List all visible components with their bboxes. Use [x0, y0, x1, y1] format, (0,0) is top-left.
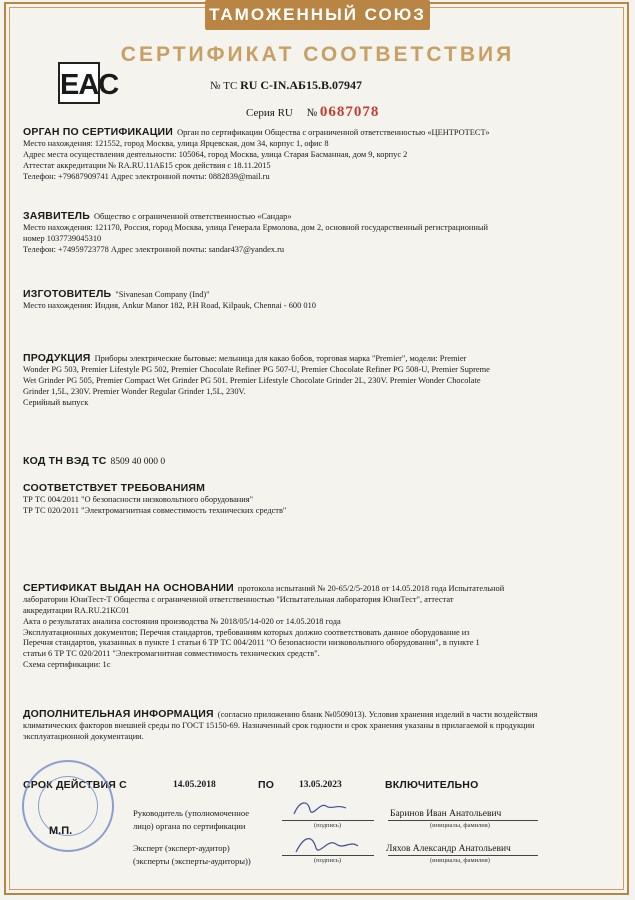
mp-label: М.П. — [49, 825, 73, 837]
additional-line: эксплуатационной документации. — [23, 732, 144, 742]
organ-line: Адрес места осуществления деятельности: 105064, город Москва, улица Старая Басманная, дом 9, корпус 2 — [23, 150, 408, 160]
product-line: Wet Grinder PG 505, Premier Compact Wet Grinder PG 501. Premier Lifestyle Chocolate Grinder 2L, 230V. Premier Wonder Chocolate — [23, 376, 481, 386]
eac-logo: EAC — [58, 62, 100, 104]
head-name-line — [388, 820, 538, 821]
validity-from: 14.05.2018 — [173, 780, 216, 790]
basis-section — [23, 582, 603, 671]
basis-line: аккредитации RA.RU.21КС01 — [23, 606, 130, 616]
expert-title-2: (эксперты (эксперты-аудиторы)) — [133, 856, 251, 866]
number-prefix: № ТС — [210, 80, 238, 92]
validity-label: СРОК ДЕЙСТВИЯ С — [23, 779, 127, 791]
additional-line: климатических факторов внешней среды по ГОСТ 15150-69. Назначенный срок годности и срок хранения указаны в прилагаемой к продукции — [23, 721, 535, 731]
basis-line: Схема сертификации: 1с — [23, 659, 111, 669]
basis-line: Акта о результатах анализа состояния производства № 2018/05/14-020 от 14.05.2018 года — [23, 616, 341, 626]
requirements-line: ТР ТС 020/2011 "Электромагнитная совместимость технических средств" — [23, 506, 287, 516]
head-signature-caption: (подпись) — [314, 822, 341, 829]
organ-line: Место нахождения: 121552, город Москва, улица Ярцевская, дом 34, корпус 1, офис 8 — [23, 139, 329, 149]
product-line: Wonder PG 503, Premier Lifestyle PG 502, Premier Chocolate Refiner PG 507-U, Premier Chocolate Refiner PG 508-U, Premier Supreme — [23, 365, 490, 375]
certificate-number — [210, 78, 362, 93]
expert-title-1: Эксперт (эксперт-аудитор) — [133, 843, 230, 853]
basis-line: Перечня стандартов, указанных в пункте 1 статьи 6 ТР ТС 004/2011 "О безопасности низковольтного оборудования", в пункте 1 — [23, 638, 480, 648]
applicant-line: Телефон: +74959723778 Адрес электронной почты: sandar437@yandex.ru — [23, 244, 285, 254]
product-line: Приборы электрические бытовые: мельница для какао бобов, торговая марка "Premier", модели: Premier — [94, 354, 467, 363]
additional-section — [23, 708, 603, 743]
basis-line: лаборатории ЮниТест-Т Общества с ограниченной ответственностью "Испытательная лаборатория ЮниТест", аттестат — [23, 595, 454, 605]
basis-line: статьи 6 ТР ТС 020/2011 "Электромагнитная совместимость технических средств". — [23, 649, 320, 659]
code-label: КОД ТН ВЭД ТС — [23, 455, 107, 467]
validity-to-label: ПО — [258, 779, 275, 791]
head-name: Баринов Иван Анатольевич — [390, 809, 502, 819]
validity-to: 13.05.2023 — [299, 780, 342, 790]
expert-name: Ляхов Александр Анатольевич — [386, 844, 511, 854]
code-value: 8509 40 000 0 — [110, 457, 166, 467]
expert-name-caption: (инициалы, фамилия) — [430, 857, 490, 864]
number-value: RU С-IN.АБ15.В.07947 — [240, 78, 362, 92]
manufacturer-line: "Sivanesan Company (Ind)" — [115, 290, 210, 299]
applicant-section — [23, 210, 603, 256]
organ-label: ОРГАН ПО СЕРТИФИКАЦИИ — [23, 126, 174, 138]
manufacturer-line: Место нахождения: Индия, Ankur Manor 182, P.H Road, Kilpauk, Chennai - 600 010 — [23, 301, 316, 311]
series-row — [246, 103, 379, 122]
head-title-2: лицо) органа по сертификации — [133, 821, 246, 831]
applicant-label: ЗАЯВИТЕЛЬ — [23, 210, 90, 222]
serial-prefix: № — [306, 107, 318, 119]
applicant-line: номер 1037739045310 — [23, 234, 102, 244]
applicant-line: Общество с ограниченной ответственностью «Сандар» — [93, 212, 292, 221]
manufacturer-section — [23, 288, 603, 312]
serial-number: 0687078 — [319, 104, 380, 120]
validity-inclusive: ВКЛЮЧИТЕЛЬНО — [385, 779, 479, 791]
expert-signature-line — [282, 855, 374, 856]
organ-line: Аттестат аккредитации № RA.RU.11АБ15 срок действия с 18.11.2015 — [23, 160, 271, 170]
product-label: ПРОДУКЦИЯ — [23, 352, 91, 364]
organ-section — [23, 126, 603, 182]
organ-line: Телефон: +79687909741 Адрес электронной почты: 0882839@mail.ru — [23, 171, 270, 181]
applicant-line: Место нахождения: 121170, Россия, город Москва, улица Генерала Ермолова, дом 2, основной государственный регистрационный — [23, 223, 488, 233]
certificate-title: СЕРТИФИКАТ СООТВЕТСТВИЯ — [120, 43, 515, 66]
additional-label: ДОПОЛНИТЕЛЬНАЯ ИНФОРМАЦИЯ — [23, 708, 214, 720]
head-title-1: Руководитель (уполномоченное — [133, 808, 250, 818]
head-signature-line — [282, 820, 374, 821]
series-value: RU — [277, 107, 293, 119]
basis-line: протокола испытаний № 20-65/2/5-2018 от 14.05.2018 года Испытательной — [237, 584, 505, 593]
additional-line: (согласно приложению бланк №0509013). Условия хранения изделий в части воздействия — [217, 710, 538, 719]
requirements-label: СООТВЕТСТВУЕТ ТРЕБОВАНИЯМ — [23, 482, 206, 494]
head-signature-mark — [290, 796, 350, 822]
manufacturer-label: ИЗГОТОВИТЕЛЬ — [23, 288, 112, 300]
code-section — [23, 455, 603, 468]
requirements-line: ТР ТС 004/2011 "О безопасности низковольтного оборудования" — [23, 495, 254, 505]
requirements-section — [23, 482, 603, 517]
basis-line: Эксплуатационных документов; Перечня стандартов, требованиям которых должно соответствовать данное оборудование из — [23, 627, 470, 637]
organ-line: Орган по сертификации Общества с ограниченной ответственностью «ЦЕНТРОТЕСТ» — [177, 128, 490, 137]
basis-label: СЕРТИФИКАТ ВЫДАН НА ОСНОВАНИИ — [23, 582, 234, 594]
product-line: Grinder 1,5L, 230V. Premier Wonder Regular Grinder 1,5L, 230V. — [23, 386, 246, 396]
product-section — [23, 352, 603, 408]
expert-signature-caption: (подпись) — [314, 857, 341, 864]
series-label: Серия — [246, 107, 275, 119]
product-line: Серийный выпуск — [23, 397, 89, 407]
expert-name-line — [388, 855, 538, 856]
certification-stamp — [22, 760, 114, 852]
customs-union-banner: ТАМОЖЕННЫЙ СОЮЗ — [205, 0, 430, 30]
head-name-caption: (инициалы, фамилия) — [430, 822, 490, 829]
